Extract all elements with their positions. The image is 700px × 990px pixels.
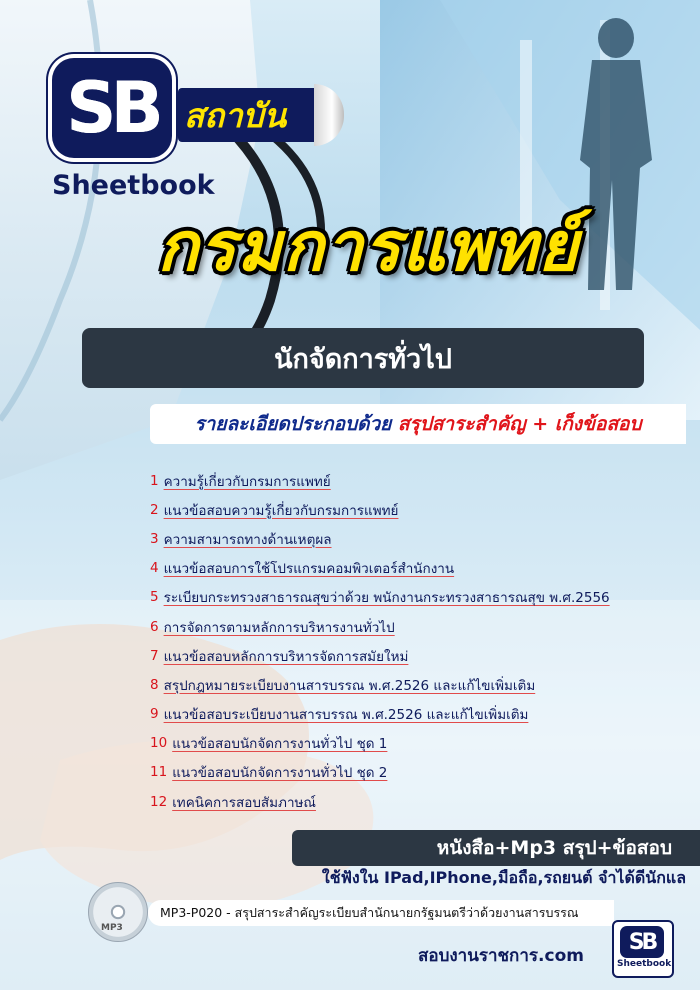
institute-tag: [178, 88, 326, 142]
topic-number: 3: [150, 530, 159, 547]
topic-text: ความสามารถทางด้านเหตุผล: [163, 531, 332, 548]
topic-number: 6: [150, 618, 159, 635]
topic-list: [150, 466, 610, 816]
details-banner: [150, 404, 686, 444]
book-mp3-text: หนังสือ+Mp3 สรุป+ข้อสอบ: [436, 837, 672, 859]
list-item: [150, 466, 610, 495]
list-item: [150, 729, 610, 758]
product-code-text: MP3-P020 - สรุปสาระสำคัญระเบียบสำนักนายกรัฐมนตรีว่าด้วยงานสารบรรณ: [160, 905, 579, 920]
topic-number: 2: [150, 501, 159, 518]
cd-icon: [88, 882, 148, 942]
topic-text: แนวข้อสอบนักจัดการงานทั่วไป ชุด 1: [172, 736, 388, 753]
list-item: [150, 495, 610, 524]
devices-line: ใช้ฟังใน IPad,IPhone,มือถือ,รถยนต์ จำได้ดีนักแล: [321, 868, 686, 887]
topic-text: แนวข้อสอบหลักการบริหารจัดการสมัยใหม่: [163, 648, 409, 665]
position-banner: [82, 328, 644, 388]
topic-number: 10: [150, 735, 168, 752]
small-sheetbook-logo: [612, 920, 674, 978]
website-url[interactable]: สอบงานราชการ.com: [418, 946, 584, 966]
list-item: [150, 787, 610, 816]
position-title: นักจัดการทั่วไป: [274, 343, 452, 375]
institute-tag-text: สถาบัน: [184, 95, 287, 135]
topic-number: 12: [150, 793, 168, 810]
sheetbook-logo: [40, 58, 215, 201]
topic-number: 5: [150, 589, 159, 606]
details-highlight: สรุปสาระสำคัญ + เก็งข้อสอบ: [397, 413, 642, 435]
list-item: [150, 700, 610, 729]
topic-number: 9: [150, 706, 159, 723]
book-mp3-banner: [292, 830, 700, 866]
topic-text: การจัดการตามหลักการบริหารงานทั่วไป: [163, 619, 395, 636]
topic-text: แนวข้อสอบการใช้โปรแกรมคอมพิวเตอร์สำนักงาน: [163, 561, 455, 578]
small-brand-name: Sheetbook: [617, 959, 672, 969]
topic-text: แนวข้อสอบระเบียบงานสารบรรณ พ.ศ.2526 และแก้ไขเพิ่มเติม: [163, 707, 529, 724]
list-item: [150, 641, 610, 670]
topic-number: 8: [150, 676, 159, 693]
list-item: [150, 554, 610, 583]
small-sb-mark: SB: [620, 926, 664, 958]
details-prefix: รายละเอียดประกอบด้วย: [194, 413, 392, 435]
topic-number: 7: [150, 647, 159, 664]
topic-text: ความรู้เกี่ยวกับกรมการแพทย์: [163, 473, 331, 490]
department-title: กรมการแพทย์: [157, 208, 579, 287]
list-item: [150, 758, 610, 787]
topic-text: เทคนิคการสอบสัมภาษณ์: [172, 794, 316, 811]
sb-mark: [52, 58, 172, 158]
sb-mark-text: SB: [66, 67, 158, 149]
topic-text: ระเบียบกระทรวงสาธารณสุขว่าด้วย พนักงานกระทรวงสาธารณสุข พ.ศ.2556: [163, 590, 610, 607]
list-item: [150, 583, 610, 612]
topic-text: สรุปกฎหมายระเบียบงานสารบรรณ พ.ศ.2526 และแก้ไขเพิ่มเติม: [163, 677, 536, 694]
list-item: [150, 612, 610, 641]
cd-label: MP3: [101, 923, 123, 933]
topic-text: แนวข้อสอบนักจัดการงานทั่วไป ชุด 2: [172, 765, 388, 782]
topic-number: 4: [150, 560, 159, 577]
list-item: [150, 524, 610, 553]
topic-number: 1: [150, 472, 159, 489]
list-item: [150, 670, 610, 699]
topic-text: แนวข้อสอบความรู้เกี่ยวกับกรมการแพทย์: [163, 502, 399, 519]
brand-name: Sheetbook: [52, 170, 215, 201]
topic-number: 11: [150, 764, 168, 781]
product-code-banner: [148, 900, 614, 926]
